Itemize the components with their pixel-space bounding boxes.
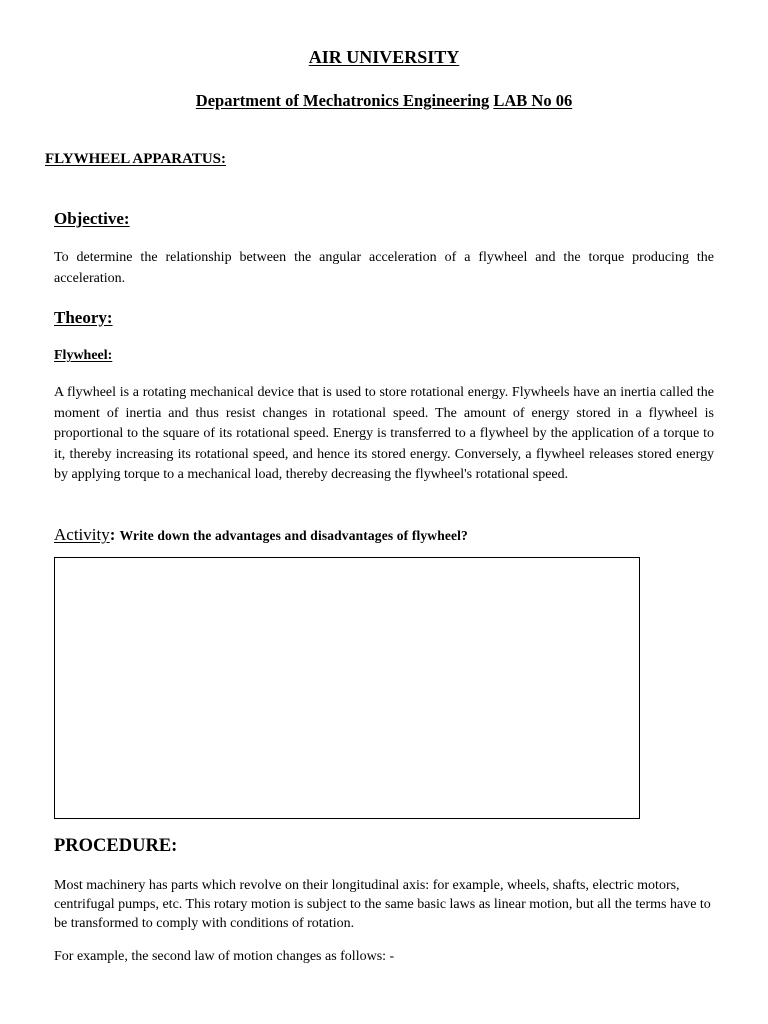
department-lab-line	[0, 91, 768, 111]
procedure-text: Most machinery has parts which revolve on their longitudinal axis: for example, wheels, shafts, electric motors, centrifugal pumps, etc. This rotary motion is subject to the same basic laws as linear motion, but all the terms have to be transformed to comply with conditions of rotation.	[54, 878, 711, 931]
section-title: FLYWHEEL APPARATUS:	[45, 151, 227, 167]
activity-label: Activity	[54, 525, 110, 544]
theory-heading: Theory:	[54, 308, 113, 327]
procedure-heading: PROCEDURE:	[54, 836, 178, 856]
document-title: AIR UNIVERSITY	[308, 47, 460, 67]
lab-number: LAB No 06	[493, 91, 573, 110]
objective-text: To determine the relationship between the angular acceleration of a flywheel and the torque producing the acceleration.	[54, 250, 714, 286]
answer-box[interactable]	[54, 557, 640, 819]
activity-question: Write down the advantages and disadvantages of flywheel?	[119, 528, 468, 543]
objective-heading: Objective:	[54, 209, 130, 228]
procedure-example: For example, the second law of motion changes as follows: -	[54, 949, 395, 964]
flywheel-text: A flywheel is a rotating mechanical device that is used to store rotational energy. Flywheels have an inertia called the moment of inertia and thus resist changes in rotational speed. The amount of energy stored in a flywheel is proportional to the square of its rotational speed. Energy is transferred to a flywheel by the application of a torque to it, thereby increasing its rotational speed, and hence its stored energy. Conversely, a flywheel releases stored energy by applying torque to a mechanical load, thereby decreasing the flywheel's rotational speed.	[54, 385, 714, 483]
flywheel-subheading: Flywheel:	[54, 348, 113, 363]
activity-colon: :	[109, 525, 116, 544]
department-name: Department of Mechatronics Engineering	[195, 91, 490, 110]
activity-line	[54, 525, 468, 545]
